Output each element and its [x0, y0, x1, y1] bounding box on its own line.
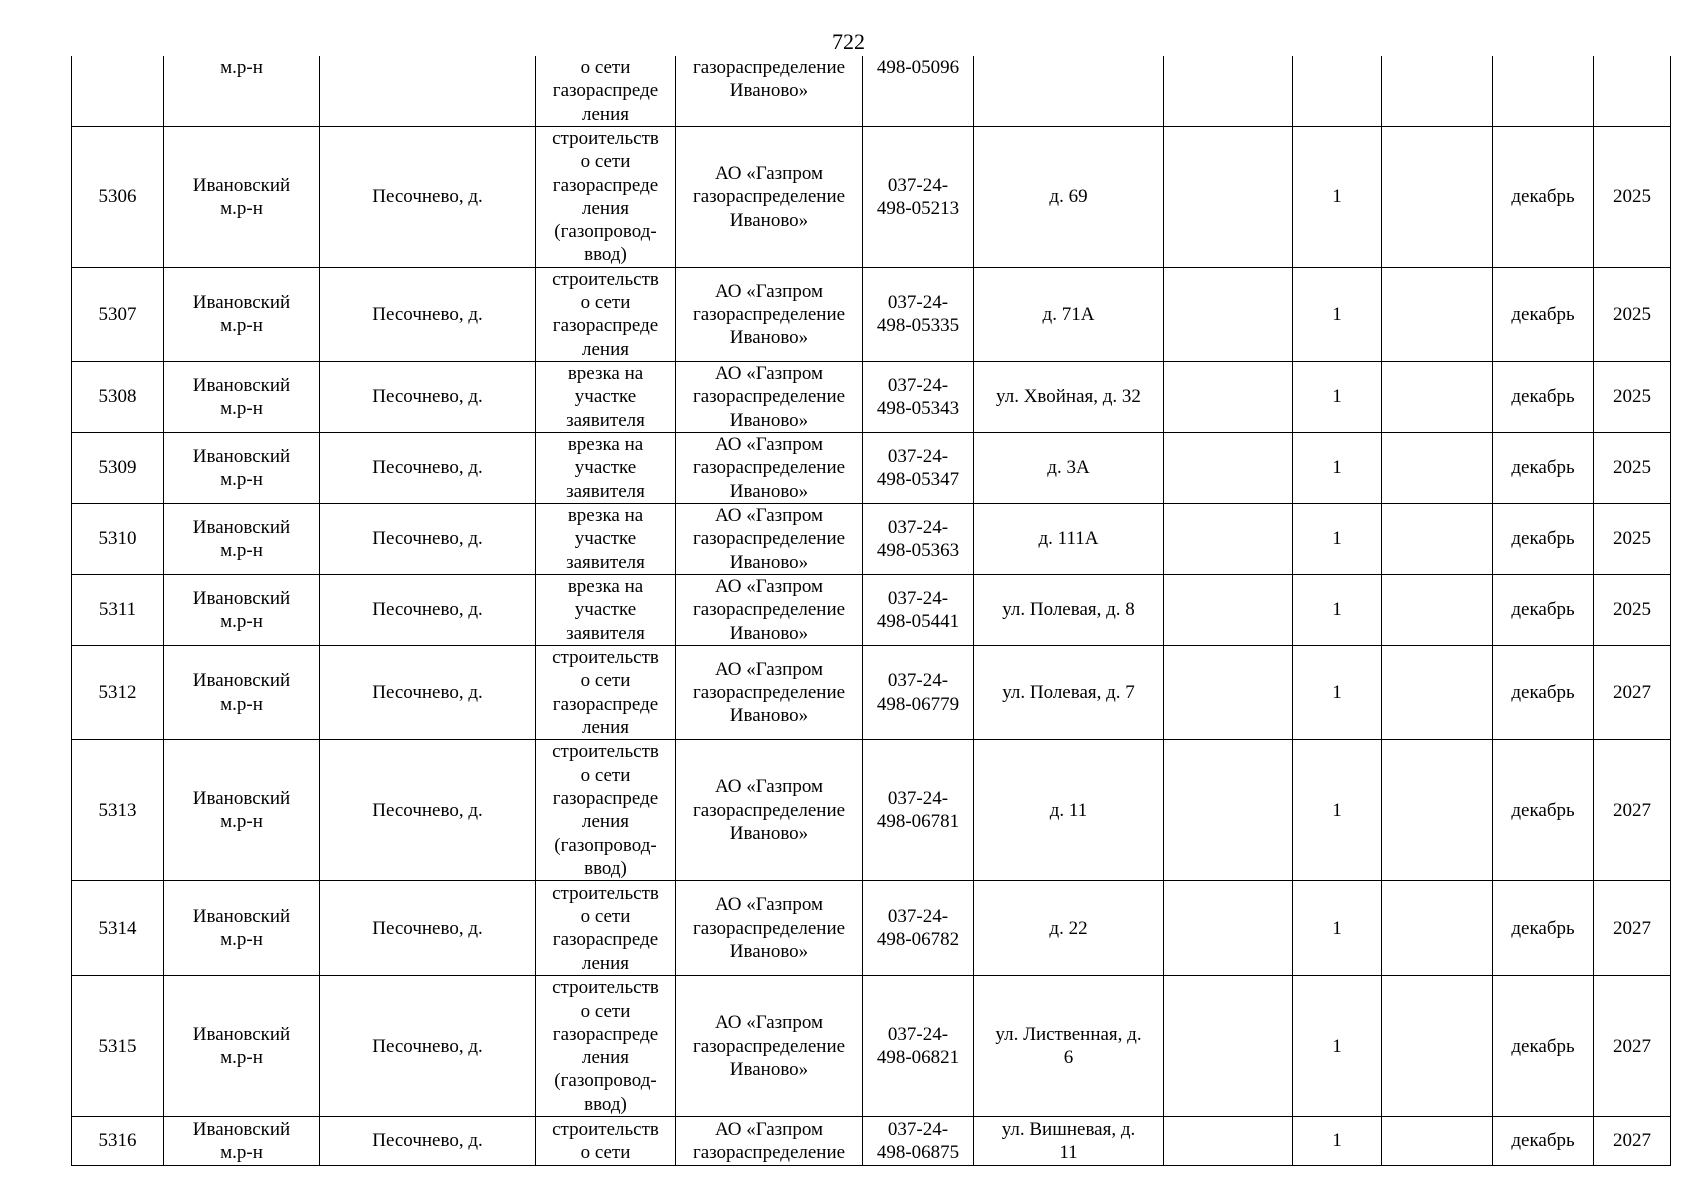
organization-cell: АО «Газпром газораспределение Иваново»	[676, 504, 863, 575]
year-cell: 2027	[1594, 1117, 1671, 1166]
district-cell: м.р-н	[164, 56, 320, 126]
empty-cell	[1382, 740, 1493, 881]
organization-cell: АО «Газпром газораспределение Иваново»	[676, 575, 863, 646]
empty-cell	[1164, 126, 1293, 267]
address-cell: д. 11	[974, 740, 1164, 881]
table-row	[72, 433, 1671, 504]
year-cell: 2027	[1594, 740, 1671, 881]
month-cell: декабрь	[1493, 362, 1594, 433]
empty-cell	[1164, 267, 1293, 361]
work-type-cell: врезка на участке заявителя	[536, 504, 676, 575]
quantity-cell: 1	[1293, 740, 1382, 881]
address-cell: ул. Полевая, д. 8	[974, 575, 1164, 646]
locality-cell: Песочнево, д.	[320, 646, 536, 740]
row-number-cell: 5307	[72, 267, 164, 361]
locality-cell: Песочнево, д.	[320, 433, 536, 504]
table-row	[72, 126, 1671, 267]
table-row	[72, 362, 1671, 433]
quantity-cell: 1	[1293, 267, 1382, 361]
month-cell: декабрь	[1493, 267, 1594, 361]
empty-cell	[1164, 1117, 1293, 1166]
request-code-cell: 037-24- 498-05213	[863, 126, 974, 267]
month-cell: декабрь	[1493, 1117, 1594, 1166]
table-row	[72, 267, 1671, 361]
month-cell: декабрь	[1493, 575, 1594, 646]
row-number-cell: 5312	[72, 646, 164, 740]
month-cell: декабрь	[1493, 433, 1594, 504]
year-cell: 2027	[1594, 881, 1671, 976]
district-cell: Ивановский м.р-н	[164, 575, 320, 646]
empty-cell	[1382, 646, 1493, 740]
table-row	[72, 575, 1671, 646]
empty-cell	[1164, 504, 1293, 575]
month-cell: декабрь	[1493, 740, 1594, 881]
locality-cell	[320, 56, 536, 126]
locality-cell: Песочнево, д.	[320, 976, 536, 1117]
year-cell: 2027	[1594, 646, 1671, 740]
quantity-cell: 1	[1293, 575, 1382, 646]
table-row	[72, 646, 1671, 740]
address-cell: д. 3А	[974, 433, 1164, 504]
empty-cell	[1382, 56, 1493, 126]
month-cell: декабрь	[1493, 126, 1594, 267]
locality-cell: Песочнево, д.	[320, 1117, 536, 1166]
empty-cell	[1382, 504, 1493, 575]
gas-connection-registry-table	[71, 56, 1671, 1166]
address-cell: ул. Вишневая, д. 11	[974, 1117, 1164, 1166]
request-code-cell: 037-24- 498-06782	[863, 881, 974, 976]
locality-cell: Песочнево, д.	[320, 362, 536, 433]
table-row	[72, 504, 1671, 575]
work-type-cell: врезка на участке заявителя	[536, 433, 676, 504]
year-cell: 2027	[1594, 976, 1671, 1117]
request-code-cell: 037-24- 498-05363	[863, 504, 974, 575]
address-cell: ул. Полевая, д. 7	[974, 646, 1164, 740]
year-cell: 2025	[1594, 362, 1671, 433]
empty-cell	[1164, 881, 1293, 976]
request-code-cell: 037-24- 498-05347	[863, 433, 974, 504]
quantity-cell: 1	[1293, 126, 1382, 267]
empty-cell	[1382, 976, 1493, 1117]
work-type-cell: о сети газораспреде ления	[536, 56, 676, 126]
work-type-cell: врезка на участке заявителя	[536, 362, 676, 433]
district-cell: Ивановский м.р-н	[164, 504, 320, 575]
empty-cell	[1382, 433, 1493, 504]
district-cell: Ивановский м.р-н	[164, 976, 320, 1117]
year-cell: 2025	[1594, 575, 1671, 646]
row-number-cell: 5311	[72, 575, 164, 646]
request-code-cell: 037-24- 498-05441	[863, 575, 974, 646]
table-row	[72, 56, 1671, 126]
empty-cell	[1164, 433, 1293, 504]
year-cell: 2025	[1594, 267, 1671, 361]
district-cell: Ивановский м.р-н	[164, 126, 320, 267]
empty-cell	[1382, 126, 1493, 267]
district-cell: Ивановский м.р-н	[164, 433, 320, 504]
row-number-cell	[72, 56, 164, 126]
quantity-cell: 1	[1293, 976, 1382, 1117]
empty-cell	[1382, 575, 1493, 646]
row-number-cell: 5309	[72, 433, 164, 504]
district-cell: Ивановский м.р-н	[164, 267, 320, 361]
empty-cell	[1382, 362, 1493, 433]
request-code-cell: 498-05096	[863, 56, 974, 126]
request-code-cell: 037-24- 498-06779	[863, 646, 974, 740]
year-cell: 2025	[1594, 433, 1671, 504]
organization-cell: АО «Газпром газораспределение Иваново»	[676, 881, 863, 976]
quantity-cell: 1	[1293, 1117, 1382, 1166]
request-code-cell: 037-24- 498-06781	[863, 740, 974, 881]
month-cell: декабрь	[1493, 881, 1594, 976]
district-cell: Ивановский м.р-н	[164, 646, 320, 740]
table-row	[72, 976, 1671, 1117]
row-number-cell: 5313	[72, 740, 164, 881]
organization-cell: АО «Газпром газораспределение Иваново»	[676, 740, 863, 881]
organization-cell: АО «Газпром газораспределение Иваново»	[676, 362, 863, 433]
organization-cell: АО «Газпром газораспределение Иваново»	[676, 646, 863, 740]
year-cell	[1594, 56, 1671, 126]
empty-cell	[1164, 575, 1293, 646]
row-number-cell: 5314	[72, 881, 164, 976]
organization-cell: газораспределение Иваново»	[676, 56, 863, 126]
request-code-cell: 037-24- 498-05335	[863, 267, 974, 361]
work-type-cell: строительств о сети	[536, 1117, 676, 1166]
request-code-cell: 037-24- 498-06821	[863, 976, 974, 1117]
address-cell: д. 69	[974, 126, 1164, 267]
row-number-cell: 5316	[72, 1117, 164, 1166]
quantity-cell: 1	[1293, 646, 1382, 740]
request-code-cell: 037-24- 498-05343	[863, 362, 974, 433]
locality-cell: Песочнево, д.	[320, 504, 536, 575]
empty-cell	[1164, 976, 1293, 1117]
locality-cell: Песочнево, д.	[320, 881, 536, 976]
quantity-cell	[1293, 56, 1382, 126]
quantity-cell: 1	[1293, 362, 1382, 433]
quantity-cell: 1	[1293, 504, 1382, 575]
locality-cell: Песочнево, д.	[320, 267, 536, 361]
organization-cell: АО «Газпром газораспределение Иваново»	[676, 267, 863, 361]
district-cell: Ивановский м.р-н	[164, 1117, 320, 1166]
work-type-cell: строительств о сети газораспреде ления (газопровод- ввод)	[536, 126, 676, 267]
year-cell: 2025	[1594, 504, 1671, 575]
table-row	[72, 881, 1671, 976]
row-number-cell: 5306	[72, 126, 164, 267]
work-type-cell: врезка на участке заявителя	[536, 575, 676, 646]
organization-cell: АО «Газпром газораспределение Иваново»	[676, 126, 863, 267]
empty-cell	[1382, 1117, 1493, 1166]
quantity-cell: 1	[1293, 433, 1382, 504]
month-cell: декабрь	[1493, 976, 1594, 1117]
page-number: 722	[832, 29, 865, 54]
month-cell: декабрь	[1493, 504, 1594, 575]
locality-cell: Песочнево, д.	[320, 740, 536, 881]
table-row	[72, 1117, 1671, 1166]
address-cell: д. 111А	[974, 504, 1164, 575]
row-number-cell: 5308	[72, 362, 164, 433]
year-cell: 2025	[1594, 126, 1671, 267]
empty-cell	[1382, 267, 1493, 361]
work-type-cell: строительств о сети газораспреде ления	[536, 646, 676, 740]
district-cell: Ивановский м.р-н	[164, 362, 320, 433]
work-type-cell: строительств о сети газораспреде ления	[536, 267, 676, 361]
address-cell: д. 71А	[974, 267, 1164, 361]
work-type-cell: строительств о сети газораспреде ления (газопровод- ввод)	[536, 976, 676, 1117]
month-cell: декабрь	[1493, 646, 1594, 740]
work-type-cell: строительств о сети газораспреде ления	[536, 881, 676, 976]
table-row	[72, 740, 1671, 881]
organization-cell: АО «Газпром газораспределение Иваново»	[676, 433, 863, 504]
district-cell: Ивановский м.р-н	[164, 740, 320, 881]
address-cell	[974, 56, 1164, 126]
quantity-cell: 1	[1293, 881, 1382, 976]
row-number-cell: 5315	[72, 976, 164, 1117]
empty-cell	[1382, 881, 1493, 976]
empty-cell	[1164, 740, 1293, 881]
address-cell: ул. Хвойная, д. 32	[974, 362, 1164, 433]
work-type-cell: строительств о сети газораспреде ления (газопровод- ввод)	[536, 740, 676, 881]
month-cell	[1493, 56, 1594, 126]
empty-cell	[1164, 362, 1293, 433]
district-cell: Ивановский м.р-н	[164, 881, 320, 976]
empty-cell	[1164, 646, 1293, 740]
locality-cell: Песочнево, д.	[320, 575, 536, 646]
empty-cell	[1164, 56, 1293, 126]
locality-cell: Песочнево, д.	[320, 126, 536, 267]
row-number-cell: 5310	[72, 504, 164, 575]
organization-cell: АО «Газпром газораспределение Иваново»	[676, 976, 863, 1117]
address-cell: д. 22	[974, 881, 1164, 976]
organization-cell: АО «Газпром газораспределение	[676, 1117, 863, 1166]
request-code-cell: 037-24- 498-06875	[863, 1117, 974, 1166]
address-cell: ул. Лиственная, д. 6	[974, 976, 1164, 1117]
